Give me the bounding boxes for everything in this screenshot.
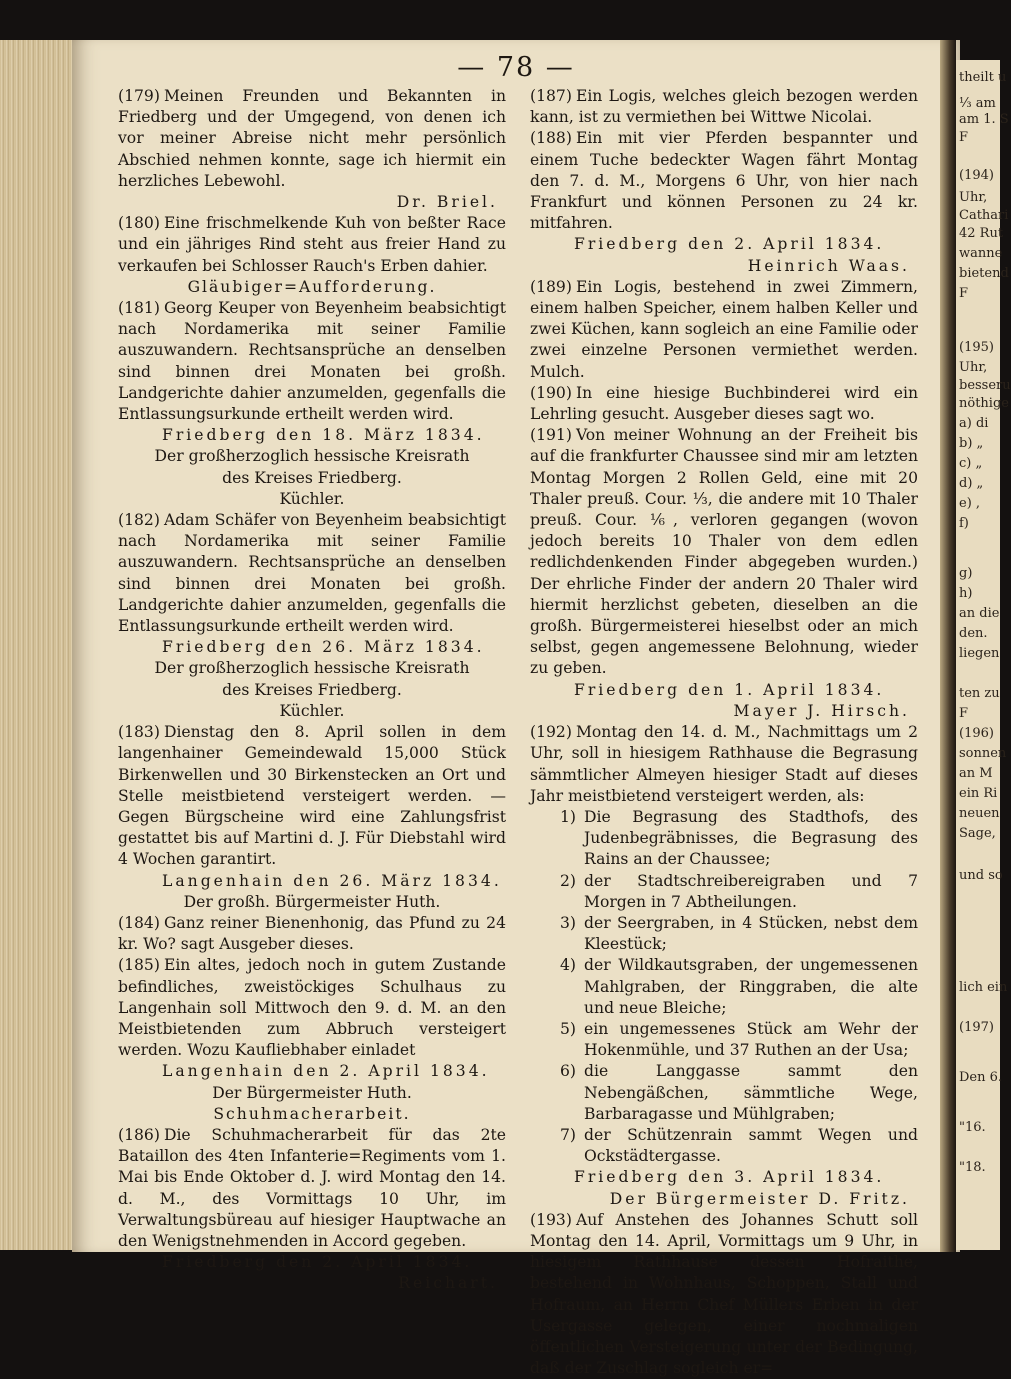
next-page-fragment: b) „	[959, 436, 984, 451]
notice-text: Ein altes, jedoch noch in gutem Zustande befindliches, zweistöckiges Schulhaus zu Langenhain soll Mittwoch den 9. d. M. an den Meistbietenden zum Abbruch versteigert werden. Wozu Kaufliebhaber einladet	[118, 956, 506, 1060]
list-item-number: 2)	[559, 871, 576, 890]
right-column	[530, 86, 918, 1379]
signature-line: Der Bürgermeister D. Fritz.	[609, 1189, 910, 1208]
next-page-fragment: an die	[959, 606, 1000, 621]
notice-number: (191)	[530, 426, 572, 445]
signature-line: des Kreises Friedberg.	[222, 468, 402, 487]
signature-line: Küchler.	[279, 701, 345, 720]
notice-text: Ein mit vier Pferden bespannter und einem Tuche bedeckter Wagen fährt Montag den 7. d. M., Morgens 6 Uhr, von hier nach Frankfurt und können Personen zu 24 kr. mitfahren.	[530, 129, 918, 233]
next-page-fragment: theilt u	[959, 70, 1007, 85]
notice-number: (185)	[118, 956, 160, 975]
next-page-fragment: Uhr,	[959, 190, 988, 205]
next-page-fragment: (195)	[959, 340, 994, 355]
list-item-number: 1)	[559, 807, 576, 826]
notice-entry	[118, 1125, 506, 1252]
signature-line: Mayer J. Hirsch.	[733, 701, 910, 720]
next-page-fragment: F	[959, 706, 969, 721]
next-page-fragment: h)	[959, 586, 973, 601]
list-item-text: der Schützenrain sammt Wegen und Ockstädtergasse.	[584, 1125, 918, 1166]
list-item	[530, 871, 918, 913]
list-item	[530, 913, 918, 955]
next-page-fragment: g)	[959, 566, 973, 581]
list-item-text: der Wildkautsgraben, der ungemessenen Mahlgraben, der Ringgraben, die alte und neue Bleiche;	[584, 956, 918, 1017]
list-item	[530, 1019, 918, 1061]
notice-entry	[530, 128, 918, 234]
notice-text: Ein Logis, bestehend in zwei Zimmern, einem halben Speicher, einem halben Keller und zwei Küchen, kann sogleich an eine Familie oder zwei einzelne Personen vermiethet werden. Mulch.	[530, 277, 918, 381]
notice-number: (189)	[530, 277, 572, 296]
next-page-fragment: ein Ri	[959, 786, 998, 801]
notice-number: (182)	[118, 511, 160, 530]
signature-line: Friedberg den 2. April 1834.	[162, 1253, 473, 1272]
signature-line: des Kreises Friedberg.	[222, 680, 402, 699]
notice-text: Auf Anstehen des Johannes Schutt soll Montag den 14. April, Vormittags um 9 Uhr, in hiesigem Rathhause dessen Hofraithe, bestehend in Wohnhaus, Schoppen, Stall und Hofraum, an Herrn Chef Müllers Erben in der Usergasse gelegen, einer nochmaligen öffentlichen Versteigerung unter der Bedingung, daß der Zuschlag sogleich er=	[530, 1210, 918, 1378]
next-page-fragment: und so	[959, 868, 1003, 883]
next-page-fragment: bietend	[959, 266, 1009, 281]
list-item-number: 6)	[559, 1062, 576, 1081]
notice-number: (183)	[118, 723, 160, 742]
book-page	[72, 40, 960, 1378]
notice-text: Von meiner Wohnung an der Freiheit bis auf die frankfurter Chaussee sind mir am letzten Montag Morgen 2 Rollen Geld, eine mit 20 Thaler preuß. Cour. ⅓, die andere mit 10 Thaler preuß. Cour. ⅙, verloren gegangen (wovon jedoch bereits 10 Thaler von dem edlen redlichdenkenden Finder abgegeben wurden.) Der ehrliche Finder der andern 20 Thaler wird hiermit herzlichst gebeten, dieselben an die großh. Bürgermeisterei hieselbst oder an mich selbst, gegen angemessene Belohnung, wieder zu geben.	[530, 426, 918, 678]
list-item	[530, 807, 918, 871]
next-page-fragment: f)	[959, 516, 969, 531]
section-heading: Gläubiger=Aufforderung.	[187, 277, 437, 296]
next-page-fragment: Uhr,	[959, 360, 988, 375]
signature-line: Reichart.	[398, 1274, 498, 1293]
list-item-number: 7)	[559, 1125, 576, 1144]
next-page-fragment: "18.	[959, 1160, 986, 1175]
next-page-fragment: lich ein	[959, 980, 1008, 995]
list-item-text: ein ungemessenes Stück am Wehr der Hokenmühle, und 37 Ruthen an der Usa;	[584, 1019, 918, 1060]
notice-number: (192)	[530, 723, 572, 742]
signature-line: Dr. Briel.	[396, 193, 498, 212]
next-page-fragment: nöthige	[959, 396, 1009, 411]
list-item	[530, 1125, 918, 1167]
notice-text: Ganz reiner Bienenhonig, das Pfund zu 24 kr. Wo? sagt Ausgeber dieses.	[118, 913, 506, 954]
notice-entry	[530, 277, 918, 383]
next-page-edge	[956, 60, 1011, 1250]
notice-number: (193)	[530, 1210, 572, 1229]
notice-entry	[118, 86, 506, 192]
notice-text: Georg Keuper von Beyenheim beabsichtigt nach Nordamerika mit seiner Familie auszuwandern. Rechtsansprüche an denselben sind binnen drei Monaten bei großh. Landgerichte dahier anzumelden, gegenfalls die Entlassungsurkunde ertheilt werden wird.	[118, 299, 506, 424]
notice-entry	[530, 722, 918, 807]
notice-number: (184)	[118, 913, 160, 932]
next-page-fragment: (194)	[959, 168, 994, 183]
next-page-fragment: (196)	[959, 726, 994, 741]
notice-entry	[530, 425, 918, 679]
notice-entry	[530, 383, 918, 425]
list-item-number: 5)	[559, 1019, 576, 1038]
list-item-text: die Langgasse sammt den Nebengäßchen, sämmtliche Wege, Barbaragasse und Mühlgraben;	[584, 1062, 918, 1123]
signature-line: Langenhain den 26. März 1834.	[162, 871, 502, 890]
next-page-fragment: an M	[959, 766, 993, 781]
notice-entry	[118, 510, 506, 637]
notice-number: (186)	[118, 1125, 160, 1144]
notice-entry	[118, 213, 506, 277]
next-page-fragment: ten zu	[959, 686, 1000, 701]
page-number: — 78 —	[457, 52, 575, 83]
signature-line: Friedberg den 1. April 1834.	[574, 680, 885, 699]
notice-number: (187)	[530, 87, 572, 105]
next-page-fragment: a) di	[959, 416, 989, 431]
next-page-fragment: "16.	[959, 1120, 986, 1135]
notice-text: Eine frischmelkende Kuh von beßter Race und ein jähriges Rind steht aus freier Hand zu verkaufen bei Schlosser Rauch's Erben dahier.	[118, 214, 506, 275]
list-item	[530, 955, 918, 1019]
next-page-fragment: am 1. S	[959, 112, 1009, 127]
notice-text: Dienstag den 8. April sollen in dem langenhainer Gemeindewald 15,000 Stück Birkenwellen und 30 Birkenstecken an Ort und Stelle meistbietend versteigert werden. — Gegen Bürgscheine wird eine Zahlungsfrist gestattet bis auf Martini d. J. Für Diebstahl wird 4 Wochen garantirt.	[118, 723, 506, 869]
signature-line: Langenhain den 2. April 1834.	[162, 1062, 490, 1081]
notice-text: Ein Logis, welches gleich bezogen werden kann, ist zu vermiethen bei Wittwe Nicolai.	[530, 87, 918, 127]
signature-line: Der großherzoglich hessische Kreisrath	[154, 659, 470, 678]
notice-number: (180)	[118, 214, 160, 233]
notice-number: (181)	[118, 299, 160, 318]
signature-line: Friedberg den 26. März 1834.	[162, 638, 485, 657]
signature-line: Der großh. Bürgermeister Huth.	[183, 892, 441, 911]
next-page-fragment: Cathari	[959, 208, 1009, 223]
next-page-fragment: neuen	[959, 806, 1000, 821]
book-gutter	[940, 40, 956, 1252]
list-item	[530, 1061, 918, 1125]
notice-entry	[118, 722, 506, 870]
next-page-fragment: besseru	[959, 378, 1011, 393]
notice-text: Meinen Freunden und Bekannten in Friedberg und der Umgegend, von denen ich vor meiner Abreise nicht mehr persönlich Abschied nehmen konnte, sage ich hiermit ein herzliches Lebewohl.	[118, 87, 506, 190]
next-page-fragment: (197)	[959, 1020, 994, 1035]
list-item-text: der Stadtschreibereigraben und 7 Morgen in 7 Abtheilungen.	[584, 871, 918, 911]
next-page-fragment: c) „	[959, 456, 983, 471]
next-page-fragment: den.	[959, 626, 988, 641]
next-page-fragment: liegen	[959, 646, 1000, 661]
notice-text: In eine hiesige Buchbinderei wird ein Lehrling gesucht. Ausgeber dieses sagt wo.	[530, 383, 918, 424]
next-page-fragment: Den 6.	[959, 1070, 1003, 1085]
notice-entry	[118, 298, 506, 425]
signature-line: Friedberg den 2. April 1834.	[574, 235, 885, 254]
book-page-edges	[0, 40, 80, 1250]
section-heading: Schuhmacherarbeit.	[213, 1104, 411, 1123]
list-item-text: der Seergraben, in 4 Stücken, nebst dem Kleestück;	[584, 913, 918, 954]
signature-line: Friedberg den 3. April 1834.	[574, 1168, 885, 1187]
signature-line: Der Bürgermeister Huth.	[212, 1083, 412, 1102]
notice-entry	[118, 955, 506, 1061]
notice-number: (190)	[530, 383, 572, 402]
notice-text: Montag den 14. d. M., Nachmittags um 2 Uhr, soll in hiesigem Rathhause die Begrasung sämmtlicher Almeyen hiesiger Stadt auf dieses Jahr meistbietend versteigert werden, als:	[530, 723, 918, 805]
list-item-text: Die Begrasung des Stadthofs, des Judenbegräbnisses, die Begrasung des Rains an der Chaussee;	[584, 807, 918, 869]
signature-line: Der großherzoglich hessische Kreisrath	[154, 447, 470, 466]
notice-entry	[530, 86, 918, 128]
list-item-number: 3)	[559, 913, 576, 932]
signature-line: Küchler.	[279, 489, 345, 508]
notice-number: (188)	[530, 129, 572, 148]
signature-line: Heinrich Waas.	[747, 256, 910, 275]
next-page-fragment: sonnen	[959, 746, 1007, 761]
list-item-number: 4)	[559, 956, 576, 975]
next-page-fragment: wanne	[959, 246, 1003, 261]
next-page-fragment: e) ,	[959, 496, 981, 511]
notice-entry	[118, 913, 506, 955]
next-page-fragment: Sage,	[959, 826, 996, 841]
next-page-fragment: F	[959, 286, 969, 301]
next-page-fragment: d) „	[959, 476, 984, 491]
signature-line: Friedberg den 18. März 1834.	[162, 426, 485, 445]
notice-number: (179)	[118, 87, 160, 105]
next-page-fragment: F	[959, 130, 969, 145]
notice-text: Die Schuhmacherarbeit für das 2te Bataillon des 4ten Infanterie=Regiments vom 1. Mai bis Ende Oktober d. J. wird Montag den 14. d. M., des Vormittags 10 Uhr, im Verwaltungsbüreau auf hiesiger Hauptwache an den Wenigstnehmenden in Accord gegeben.	[118, 1125, 506, 1250]
left-column	[118, 86, 506, 1295]
next-page-fragment: 42 Rut	[959, 226, 1004, 241]
next-page-fragment: ⅓ am	[959, 96, 996, 111]
notice-entry	[530, 1210, 918, 1379]
notice-text: Adam Schäfer von Beyenheim beabsichtigt nach Nordamerika mit seiner Familie auszuwandern. Rechtsansprüche an denselben sind binnen drei Monaten bei großh. Landgerichte dahier anzumelden, gegenfalls die Entlassungsurkunde ertheilt werden wird.	[118, 511, 506, 636]
